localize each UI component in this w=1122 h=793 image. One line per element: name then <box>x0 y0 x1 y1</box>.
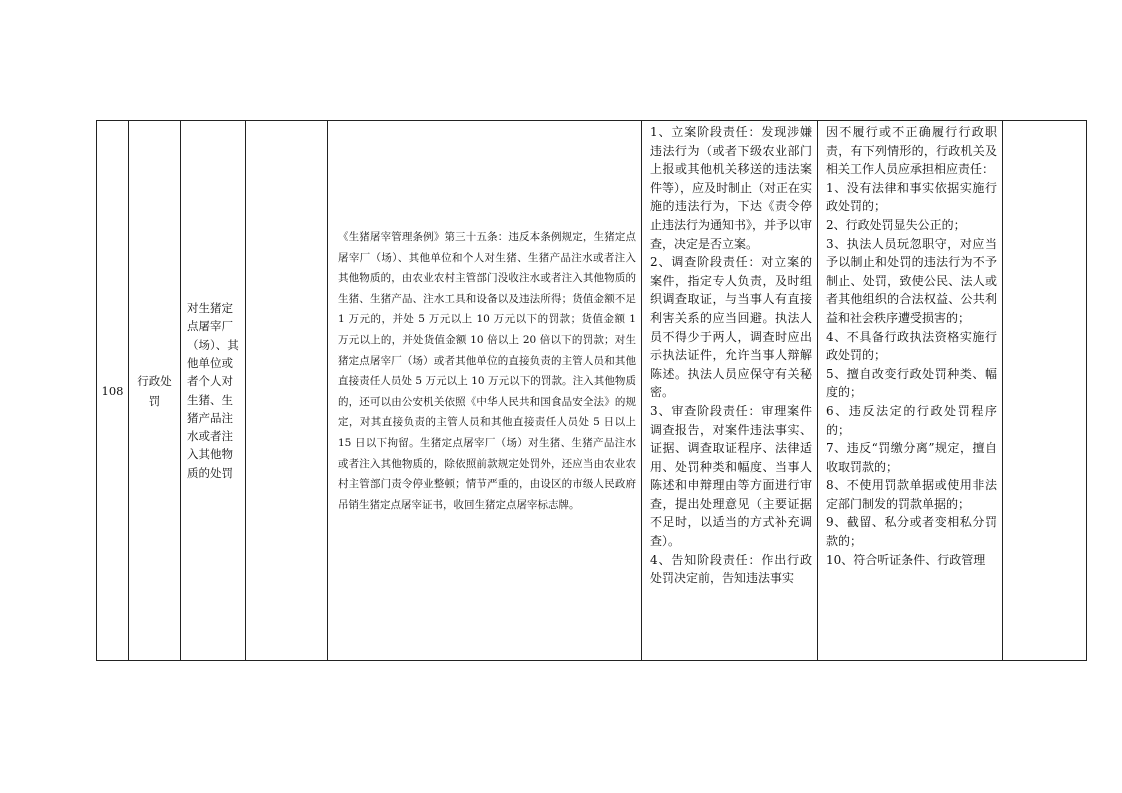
power-list-table <box>96 120 1087 661</box>
responsibility-item: 1、立案阶段责任：发现涉嫌违法行为（或者下级农业部门上报或其他机关移送的违法案件等），应及时制止（对正在实施的违法行为，下达《责令停止违法行为通知书》，并予以审查，决定是否立案。 <box>650 125 813 251</box>
empty-cell-code <box>246 121 328 661</box>
accountability-item: 10、符合听证条件、行政管理 <box>826 552 986 567</box>
accountability-item: 4、不具备行政执法资格实施行政处罚的； <box>826 329 997 363</box>
accountability-item: 6、违反法定的行政处罚程序的； <box>826 403 997 437</box>
responsibility-items <box>642 121 818 661</box>
accountability-item: 2、行政处罚显失公正的； <box>826 217 966 232</box>
power-type: 行政处罚 <box>129 121 181 661</box>
empty-cell-remarks <box>1003 121 1087 661</box>
accountability-item: 9、截留、私分或者变相私分罚款的； <box>826 515 997 549</box>
responsibility-item: 3、审查阶段责任：审理案件调查报告，对案件违法事实、证据、调查取证程序、法律适用、处罚种类和幅度、当事人陈述和申辩理由等方面进行审查，提出处理意见（主要证据不足时，以适当的方式补充调查）。 <box>650 403 812 549</box>
accountability-item: 因不履行或不正确履行行政职责，有下列情形的，行政机关及相关工作人员应承担相应责任： <box>826 125 997 177</box>
table-row <box>97 121 1087 661</box>
row-number: 108 <box>97 121 129 661</box>
power-name: 对生猪定点屠宰厂（场）、其他单位或者个人对生猪、生猪产品注水或者注入其他物质的处罚 <box>181 121 246 661</box>
accountability-item: 3、执法人员玩忽职守，对应当予以制止和处罚的违法行为不予制止、处罚，致使公民、法人或者其他组织的合法权益、公共利益和社会秩序遭受损害的； <box>826 236 997 325</box>
accountability-item: 8、不使用罚款单据或使用非法定部门制发的罚款单据的； <box>826 478 997 511</box>
responsibility-item: 4、告知阶段责任：作出行政处罚决定前，告知违法事实 <box>650 552 812 586</box>
accountability-item: 1、没有法律和事实依据实施行政处罚的； <box>826 180 997 214</box>
accountability-item: 7、违反“罚缴分离”规定，擅自收取罚款的； <box>826 441 997 474</box>
accountability-item: 5、擅自改变行政处罚种类、幅度的； <box>826 366 997 400</box>
accountability-items <box>818 121 1003 661</box>
responsibility-item: 2、调查阶段责任：对立案的案件，指定专人负责，及时组织调查取证，与当事人有直接利害关系的应当回避。执法人员不得少于两人，调查时应出示执法证件，允许当事人辩解陈述。执法人员应保守有关秘密。 <box>650 255 812 400</box>
legal-basis: 《生猪屠宰管理条例》第三十五条：违反本条例规定，生猪定点屠宰厂（场）、其他单位和个人对生猪、生猪产品注水或者注入其他物质的，由农业农村主管部门没收注水或者注入其他物质的生猪、生猪产品、注水工具和设备以及违法所得；货值金额不足 1 万元的，并处 5 万元以上 10 万元以下的罚款；货值金额 1 万元以上的，并处货值金额 10 倍以上 20 倍以下的罚款；对生猪定点屠宰厂（场）或者其他单位的直接负责的主管人员和其他直接责任人员处 5 万元以上 10 万元以下的罚款。注入其他物质的，还可以由公安机关依照《中华人民共和国食品安全法》的规定，对其直接负责的主管人员和其他直接责任人员处 5 日以上 15 日以下拘留。生猪定点屠宰厂（场）对生猪、生猪产品注水或者注入其他物质的，除依照前款规定处罚外，还应当由农业农村主管部门责令停业整顿；情节严重的，由设区的市级人民政府吊销生猪定点屠宰证书，收回生猪定点屠宰标志牌。 <box>328 121 642 661</box>
